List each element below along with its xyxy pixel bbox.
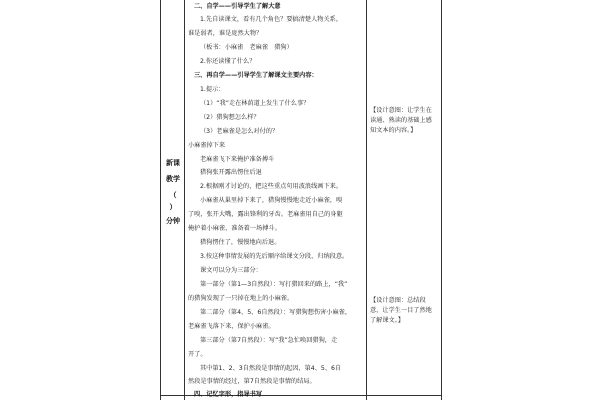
table-divider-label: [184, 0, 185, 400]
design-note-2: [370, 296, 442, 326]
note-line: 【设计意图：总结段: [370, 297, 426, 304]
row-label-line: 教学: [166, 175, 180, 183]
row-label-line: ）: [169, 203, 177, 211]
section-heading: 三、再自学——引导学生了解课文主要内容：: [194, 72, 318, 79]
text-line: 第二部分（第4、5、6自然段）：写猎狗想伤害小麻雀，: [200, 309, 352, 316]
text-line: 第三部分（第7自然段）：写“我”急忙唤回猎狗，走: [200, 337, 338, 344]
note-line: 【设计意图：让学生在: [370, 107, 432, 114]
text-line: 谁是弱者，谁是庞然大物？: [188, 30, 263, 37]
row-label-line: （: [169, 191, 177, 199]
text-line: （3）老麻雀是怎么对付的？: [200, 128, 279, 135]
text-line: （1）“我”走在林荫道上发生了什么事？: [200, 100, 310, 107]
note-line: 知文本的内容。】: [370, 127, 417, 134]
text-line: 老麻雀飞落下来，保护小麻雀。: [188, 323, 275, 330]
note-line: 读通、熟读的基础上感: [370, 117, 432, 124]
text-line: 猎狗愣住了，慢慢地向后退。: [200, 239, 281, 246]
text-line: 开了。: [188, 351, 207, 358]
section-heading: 二、自学——引导学生了解大意: [194, 3, 281, 10]
text-line: 老麻雀飞下来掩护准备搏斗: [200, 156, 275, 163]
text-line: （板书：小麻雀 老麻雀 猎狗）: [200, 44, 293, 51]
design-note-1: [370, 106, 442, 136]
row-label-line: 分钟: [166, 217, 180, 225]
text-line: 第一部分（第1—3自然段）：写打猎回来的路上，“我”: [200, 281, 348, 288]
text-line: 掩护着小麻雀，准备着一场搏斗。: [188, 225, 281, 232]
table-border-right: [441, 0, 442, 400]
text-line: 1.先自读课文，看有几个角色？要搞清楚人物关系，: [200, 16, 343, 23]
text-line: 小麻雀掉下来: [188, 142, 226, 149]
text-line: 3.按这种事情发展的先后顺序给课文分段，归纳段意。: [200, 253, 349, 260]
text-line: 小麻雀从巢里掉下来了，猎狗慢慢地走近小麻雀，嗅: [200, 197, 343, 204]
text-line: 2.你还读懂了什么？: [200, 58, 256, 65]
note-line: 意，让学生一目了然地: [370, 307, 432, 314]
note-line: 了解课文。】: [370, 317, 405, 324]
text-line: 的猎狗发现了一只掉在地上的小麻雀。: [188, 295, 294, 302]
text-line: 课文可以分为三部分：: [200, 267, 262, 274]
row-label-line: 新课: [166, 159, 180, 167]
section-heading: 四、记忆字形，指导书写: [194, 391, 263, 398]
table-divider-note: [366, 0, 367, 400]
row-label-cell: [160, 0, 184, 400]
text-line: （2）猎狗想怎么样？: [200, 114, 260, 121]
text-line: 其中第1、2、3自然段是事情的起因，第4、5、6自: [200, 365, 342, 372]
text-line: 然段是事情的经过，第7自然段是事情的结局。: [188, 378, 316, 385]
text-line: 2.根据刚才讨论的，把这些重点句用波浪线画下来。: [200, 183, 343, 190]
text-line: 了嗅，张开大嘴，露出锋利的牙齿。老麻雀用自己的身躯: [188, 211, 343, 218]
text-line: 猎狗张开露出愣住后退: [200, 169, 262, 176]
text-line: 1.提示：: [200, 86, 225, 93]
